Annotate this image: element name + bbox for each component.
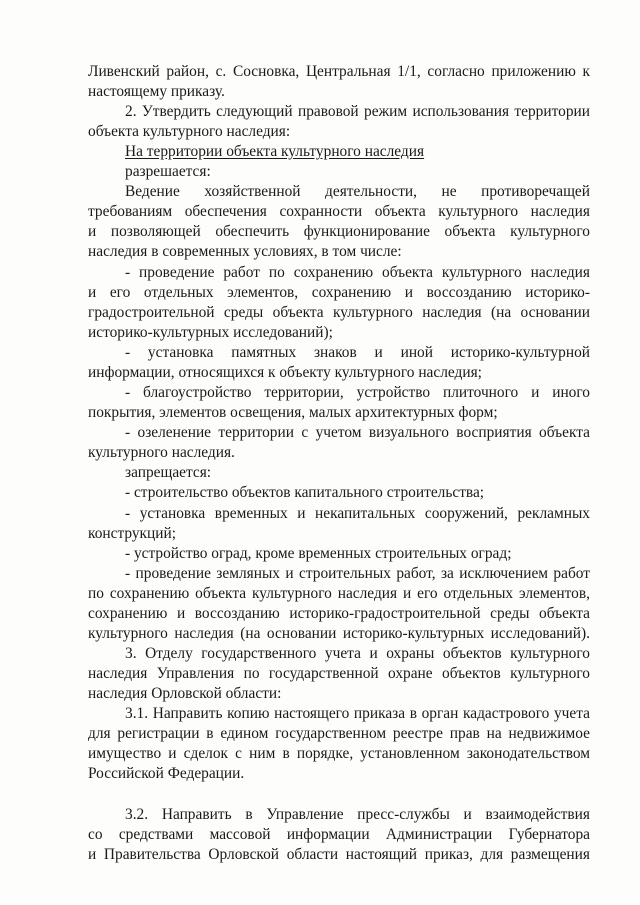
paragraph-line: Российской Федерации. xyxy=(88,765,245,782)
paragraph-line: и позволяющей обеспечить функционирование объекта культурного xyxy=(88,223,590,240)
paragraph-line: со средствами массовой информации Администрации Губернатора xyxy=(88,826,590,843)
forbidden-label: запрещается: xyxy=(125,464,212,481)
paragraph-line: для регистрации в едином государственном реестре прав на недвижимое xyxy=(88,725,590,742)
paragraph-line: 3.2. Направить в Управление пресс-службы и взаимодействия xyxy=(125,806,590,823)
paragraph-line: 3. Отделу государственного учета и охраны объектов культурного xyxy=(125,645,590,662)
paragraph-line: Ливенский район, с. Сосновка, Центральная 1/1, согласно приложению к xyxy=(88,63,590,80)
list-item-line: историко-культурных исследований); xyxy=(88,324,333,341)
paragraph-line: 3.1. Направить копию настоящего приказа в орган кадастрового учета xyxy=(125,705,590,722)
list-item-line: - благоустройство территории, устройство плиточного и иного xyxy=(125,384,590,401)
list-item-line: и его отдельных элементов, сохранению и воссозданию историко- xyxy=(88,284,590,301)
allowed-label: разрешается: xyxy=(125,163,211,180)
list-item-line: культурного наследия. xyxy=(88,444,235,461)
list-item-line: - установка памятных знаков и иной историко-культурной xyxy=(125,344,590,361)
paragraph-line: наследия Орловской области: xyxy=(88,685,282,702)
paragraph-line: имущество и сделок с ним в порядке, установленном законодательством xyxy=(88,745,590,762)
list-item-line: - проведение земляных и строительных работ, за исключением работ xyxy=(125,565,590,582)
list-item-line: по сохранению объекта культурного наследия и его отдельных элементов, xyxy=(88,585,590,602)
list-item-line: конструкций; xyxy=(88,525,177,542)
paragraph-line: наследия в современных условиях, в том числе: xyxy=(88,243,402,260)
list-item-line: сохранению и воссозданию историко-градостроительной среды объекта xyxy=(88,605,590,622)
paragraph-line: требованиям обеспечения сохранности объекта культурного наследия xyxy=(88,203,590,220)
paragraph-line: Ведение хозяйственной деятельности, не противоречащей xyxy=(125,183,590,200)
list-item-line: - установка временных и некапитальных сооружений, рекламных xyxy=(125,505,590,522)
paragraph-line: настоящему приказу. xyxy=(88,83,225,100)
paragraph-line: и Правительства Орловской области настоящий приказ, для размещения xyxy=(88,846,590,863)
list-item-line: культурного наследия (на основании историко-культурных исследований). xyxy=(88,625,590,642)
list-item-line: градостроительной среды объекта культурного наследия (на основании xyxy=(88,304,590,321)
paragraph-line: наследия Управления по государственной охране объектов культурного xyxy=(88,665,590,682)
list-item-line: информации, относящихся к объекту культурного наследия; xyxy=(88,364,482,381)
list-item-line: покрытия, элементов освещения, малых архитектурных форм; xyxy=(88,404,498,421)
list-item-line: - устройство оград, кроме временных строительных оград; xyxy=(125,545,512,562)
paragraph-line: 2. Утвердить следующий правовой режим использования территории xyxy=(125,103,590,120)
list-item-line: - проведение работ по сохранению объекта культурного наследия xyxy=(125,264,590,281)
section-heading: На территории объекта культурного наследия xyxy=(125,143,425,160)
list-item-line: - строительство объектов капитального строительства; xyxy=(125,484,485,501)
list-item-line: - озеленение территории с учетом визуального восприятия объекта xyxy=(125,424,590,441)
paragraph-line: объекта культурного наследия: xyxy=(88,123,291,140)
